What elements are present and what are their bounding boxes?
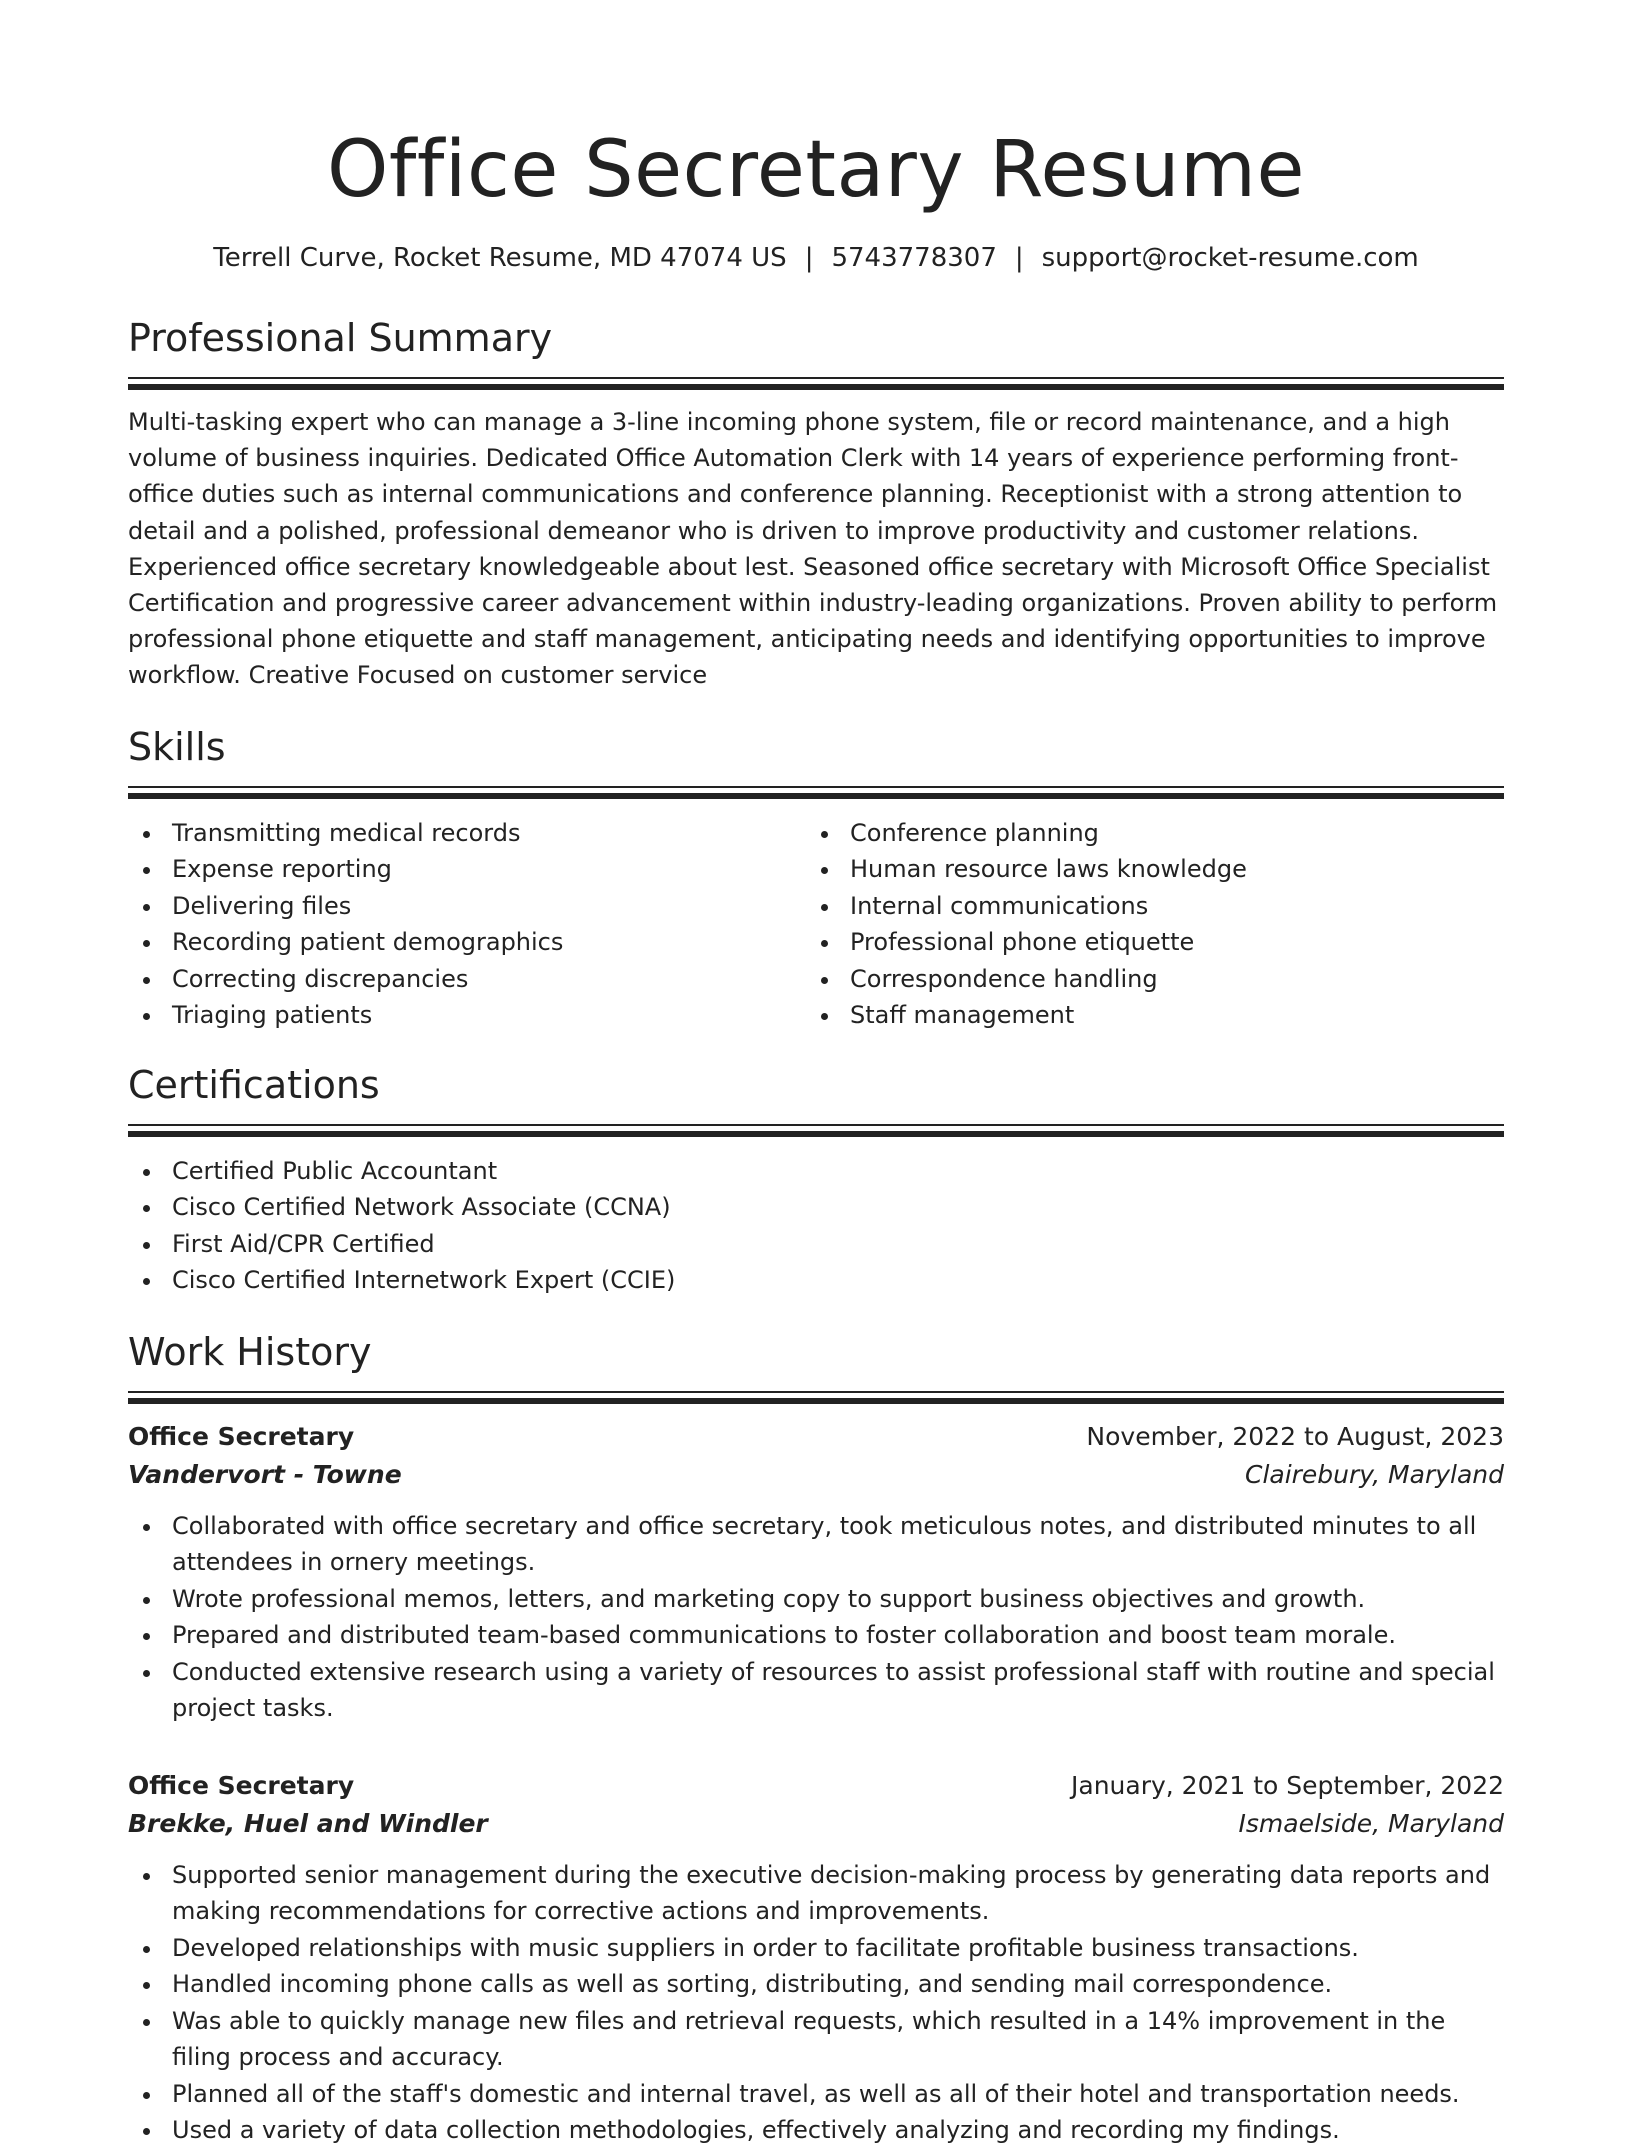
skills-section (128, 722, 1504, 1034)
section-divider (128, 1398, 1504, 1404)
job-company-row (128, 1805, 1504, 1843)
certification-item: First Aid/CPR Certified (128, 1226, 1504, 1263)
contact-separator: | (804, 243, 814, 273)
job-duty-item: Used a variety of data collection methodologies, effectively analyzing and recording my findings. (128, 2112, 1504, 2149)
work-history-section (128, 1327, 1504, 2149)
job-duty-item: Wrote professional memos, letters, and marketing copy to support business objectives and growth. (128, 1581, 1504, 1618)
job-duty-item: Collaborated with office secretary and office secretary, took meticulous notes, and distributed minutes to all attendees in ornery meetings. (128, 1508, 1504, 1581)
skill-item: Conference planning (806, 815, 1484, 852)
job-location: Clairebury, Maryland (1244, 1459, 1504, 1489)
certification-item: Cisco Certified Network Associate (CCNA) (128, 1189, 1504, 1226)
skill-item: Human resource laws knowledge (806, 851, 1484, 888)
contact-separator: | (1014, 243, 1024, 273)
certifications-section (128, 1060, 1504, 1299)
job-header-row (128, 1767, 1504, 1805)
job-duties-list (128, 1508, 1504, 1727)
job-company: Vandervort - Towne (128, 1459, 402, 1489)
contact-phone: 5743778307 (831, 243, 997, 273)
skills-heading: Skills (128, 724, 226, 769)
job-title: Office Secretary (128, 1770, 355, 1800)
section-divider (128, 1124, 1504, 1126)
job-duty-item: Conducted extensive research using a variety of resources to assist professional staff with routine and special project tasks. (128, 1654, 1504, 1727)
skill-item: Triaging patients (128, 997, 806, 1034)
job-duty-item: Supported senior management during the executive decision-making process by generating data reports and making recommendations for corrective actions and improvements. (128, 1857, 1504, 1930)
skill-item: Delivering files (128, 888, 806, 925)
skills-column-right (806, 815, 1484, 1034)
resume-page (128, 0, 1504, 2149)
contact-address: Terrell Curve, Rocket Resume, MD 47074 US (213, 243, 787, 273)
skill-item: Staff management (806, 997, 1484, 1034)
certification-item: Certified Public Accountant (128, 1153, 1504, 1190)
contact-email: support@rocket-resume.com (1041, 243, 1419, 273)
certifications-list (128, 1153, 1504, 1299)
skills-grid (128, 815, 1504, 1034)
job-duty-item: Developed relationships with music suppliers in order to facilitate profitable business transactions. (128, 1930, 1504, 1967)
job-duty-item: Handled incoming phone calls as well as sorting, distributing, and sending mail correspondence. (128, 1966, 1504, 2003)
skills-column-left (128, 815, 806, 1034)
job-company: Brekke, Huel and Windler (128, 1808, 488, 1838)
job-entry (128, 1767, 1504, 2149)
contact-line (128, 240, 1504, 276)
skill-item: Correcting discrepancies (128, 961, 806, 998)
summary-text: Multi-tasking expert who can manage a 3-line incoming phone system, file or record maintenance, and a high volume of business inquiries. Dedicated Office Automation Clerk with 14 years of experience performing front-office duties such as internal communications and conference planning. Receptionist with a strong attention to detail and a polished, professional demeanor who is driven to improve productivity and customer relations. Experienced office secretary knowledgeable about lest. Seasoned office secretary with Microsoft Office Specialist Certification and progressive career advancement within industry-leading organizations. Proven ability to perform professional phone etiquette and staff management, anticipating needs and identifying opportunities to improve workflow. Creative Focused on customer service (128, 408, 1498, 690)
skill-item: Expense reporting (128, 851, 806, 888)
skill-item: Correspondence handling (806, 961, 1484, 998)
job-company-row (128, 1456, 1504, 1494)
summary-heading: Professional Summary (128, 316, 553, 360)
section-divider (128, 786, 1504, 788)
job-dates: November, 2022 to August, 2023 (1086, 1421, 1504, 1451)
skill-item: Internal communications (806, 888, 1484, 925)
job-duties-list (128, 1857, 1504, 2149)
skill-item: Recording patient demographics (128, 924, 806, 961)
job-duty-item: Was able to quickly manage new files and retrieval requests, which resulted in a 14% improvement in the filing process and accuracy. (128, 2003, 1504, 2076)
work-history-heading: Work History (128, 1329, 372, 1374)
skill-item: Transmitting medical records (128, 815, 806, 852)
job-duty-item: Planned all of the staff's domestic and internal travel, as well as all of their hotel and transportation needs. (128, 2076, 1504, 2113)
section-divider (128, 377, 1504, 379)
job-title: Office Secretary (128, 1421, 355, 1451)
certifications-heading: Certifications (128, 1062, 380, 1107)
job-location: Ismaelside, Maryland (1238, 1808, 1504, 1838)
summary-section (128, 313, 1504, 694)
skill-item: Professional phone etiquette (806, 924, 1484, 961)
section-divider (128, 793, 1504, 799)
job-header-row (128, 1418, 1504, 1456)
job-duty-item: Prepared and distributed team-based communications to foster collaboration and boost team morale. (128, 1617, 1504, 1654)
certification-item: Cisco Certified Internetwork Expert (CCIE) (128, 1262, 1504, 1299)
resume-title: Office Secretary Resume (326, 125, 1305, 215)
section-divider (128, 384, 1504, 390)
section-divider (128, 1131, 1504, 1137)
section-divider (128, 1391, 1504, 1393)
job-entry (128, 1418, 1504, 1727)
job-dates: January, 2021 to September, 2022 (1071, 1770, 1504, 1800)
